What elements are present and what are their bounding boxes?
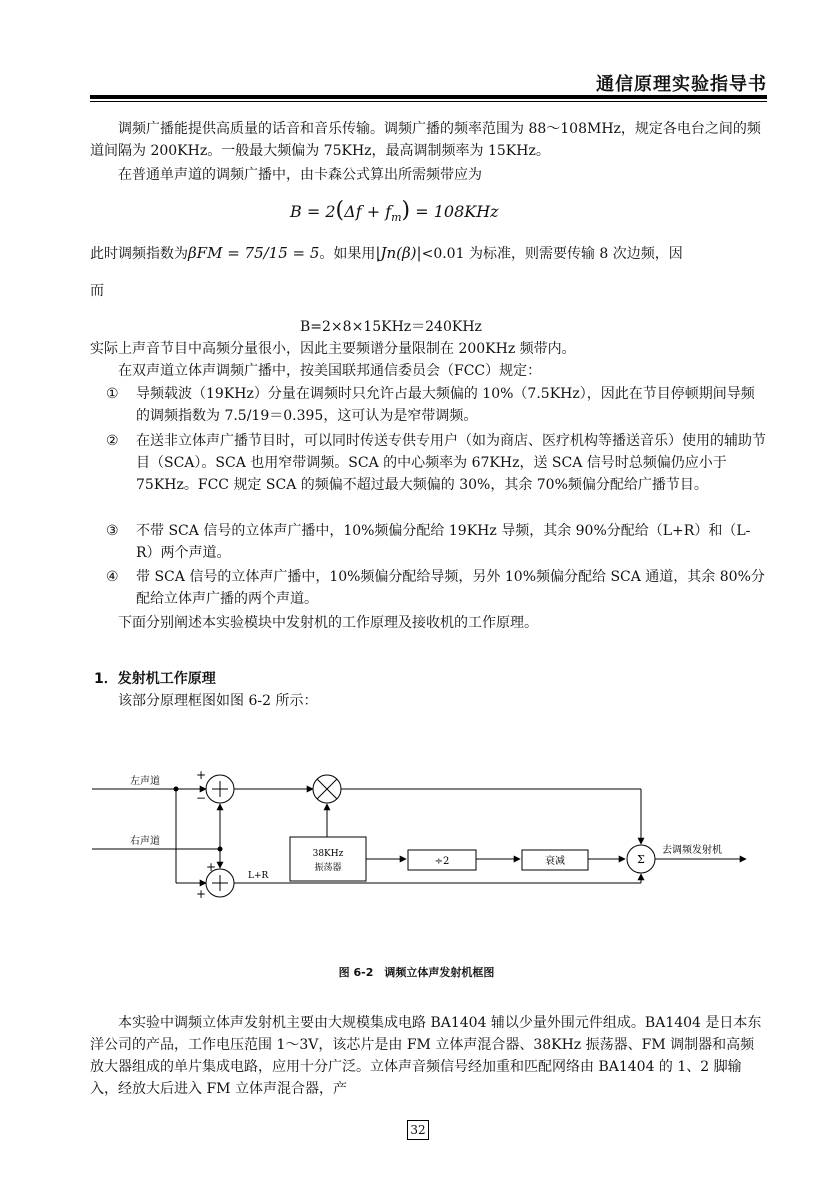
list-item <box>106 520 767 564</box>
list-item-text: 带 SCA 信号的立体声广播中，10%频偏分配给导频，另外 10%频偏分配给 SCA 通道，其余 80%分配给立体声广播的两个声道。 <box>136 569 765 607</box>
list-item <box>106 430 767 496</box>
bessel-expr: |Jn(β)| <box>375 244 422 262</box>
list-item-number: ① <box>106 386 119 402</box>
paragraph-3b: 。如果用 <box>319 246 376 262</box>
beta-fm: βFM = 75/15 = 5 <box>188 244 320 262</box>
figure-caption: 图 6-2 调频立体声发射机框图 <box>338 966 495 979</box>
label-right-channel: 右声道 <box>130 836 160 847</box>
paragraph-4: 实际上声音节目中高频分量很小，因此主要频谱分量限制在 200KHz 频带内。 <box>90 341 576 357</box>
equation-bandwidth: B=2×8×15KHz＝240KHz <box>300 319 482 335</box>
label-left-channel: 左声道 <box>130 776 160 787</box>
list-item-number: ② <box>106 433 119 449</box>
paragraph-2: 在普通单声道的调频广播中，由卡森公式算出所需频带应为 <box>118 167 482 183</box>
block-diagram <box>0 760 833 920</box>
sign-minus-top: − <box>196 791 207 805</box>
equation-carson: $B = 2(\Delta f + f_m) = 108KHz$ <box>290 198 499 225</box>
sum-symbol: Σ <box>637 853 645 866</box>
list-item <box>106 566 767 610</box>
header-rule-thin <box>90 101 767 102</box>
osc-label-1: 38KHz <box>312 849 344 859</box>
list-item-number: ④ <box>106 569 119 585</box>
sign-plus-top: + <box>196 768 207 782</box>
label-l-plus-r: L+R <box>248 871 269 881</box>
list-item-text: 不带 SCA 信号的立体声广播中，10%频偏分配给 19KHz 导频，其余 90%分配给（L+R）和（L-R）两个声道。 <box>136 523 751 561</box>
sign-plus-bottom-a: + <box>206 860 217 874</box>
paragraph-8: 本实验中调频立体声发射机主要由大规模集成电路 BA1404 辅以少量外围元件组成。BA1404 是日本东洋公司的产品，工作电压范围 1～3V，该芯片是由 FM 立体声混合器、38KHz 振荡器、FM 调制器和高频放大器组成的单片集成电路，应用十分广泛。立体声音频信号经加重和匹配网络由 BA1404 的 1、2 脚输入，经放大后进入 FM 立体声混合器，产 <box>90 1015 762 1097</box>
paragraph-1: 调频广播能提供高质量的话音和音乐传输。调频广播的频率范围为 88～108MHz，规定各电台之间的频道间隔为 200KHz。一般最大频偏为 75KHz，最高调制频率为 15KHz。 <box>90 121 761 159</box>
paragraph-3a: 此时调频指数为 <box>90 246 188 262</box>
list-item-number: ③ <box>106 523 119 539</box>
list-item <box>106 383 767 427</box>
paragraph-3c: <0.01 为标准，则需要传输 8 次边频，因 <box>421 246 683 262</box>
attenuator-label: 衰减 <box>545 856 565 867</box>
paragraph-7: 该部分原理框图如图 6-2 所示： <box>118 693 318 709</box>
paragraph-3 <box>90 242 767 265</box>
list-item-text: 在送非立体声广播节目时，可以同时传送专供专用户（如为商店、医疗机构等播送音乐）使用的辅助节目（SCA）。SCA 也用窄带调频。SCA 的中心频率为 67KHz，送 SCA 信号时总频偏仍应小于 75KHz。FCC 规定 SCA 的频偏不超过最大频偏的 30%，其余 70%频偏分配给广播节目。 <box>136 433 766 493</box>
section-title: 1．发射机工作原理 <box>94 671 216 687</box>
paragraph-3d: 而 <box>90 283 104 299</box>
sign-plus-bottom-b: + <box>196 887 207 901</box>
osc-label-2: 振荡器 <box>314 863 342 873</box>
header-rule-thick <box>90 95 767 99</box>
header-title: 通信原理实验指导书 <box>596 74 767 95</box>
page-number: 32 <box>407 1120 429 1140</box>
paragraph-5: 在双声道立体声调频广播中，按美国联邦通信委员会（FCC）规定： <box>118 363 542 379</box>
divider-label: ÷2 <box>434 856 450 867</box>
list-item-text: 导频载波（19KHz）分量在调频时只允许占最大频偏的 10%（7.5KHz），因此在节目停顿期间导频的调频指数为 7.5/19＝0.395，这可认为是窄带调频。 <box>136 386 755 424</box>
output-label: 去调频发射机 <box>662 845 722 856</box>
paragraph-6: 下面分别阐述本实验模块中发射机的工作原理及接收机的工作原理。 <box>118 615 538 631</box>
